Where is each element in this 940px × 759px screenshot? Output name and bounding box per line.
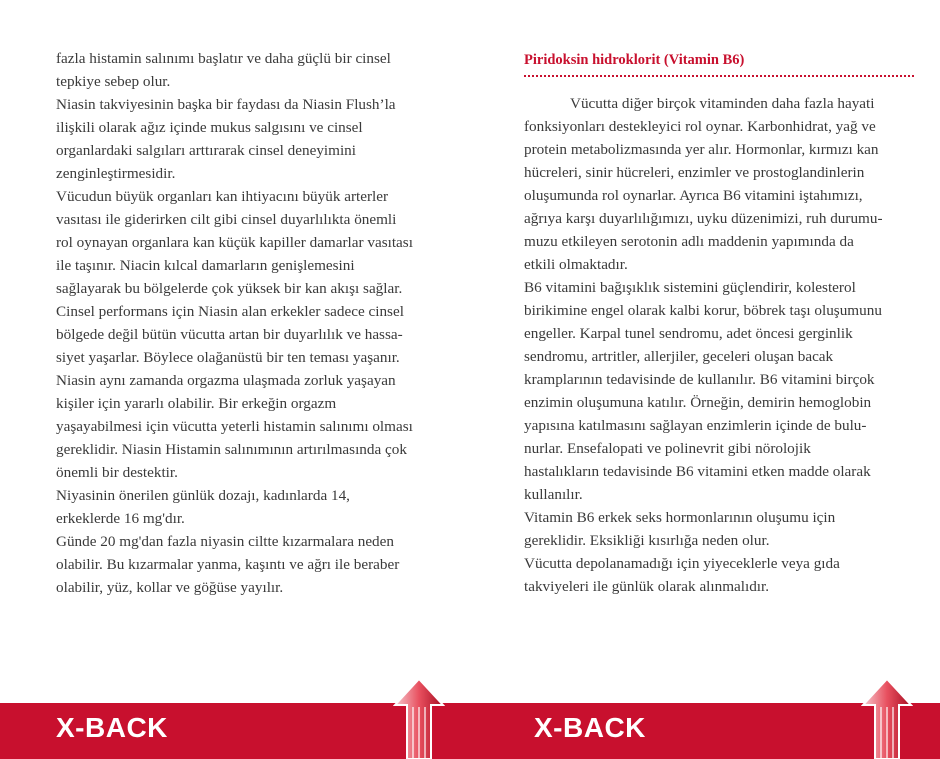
paragraph: Niasin takviyesinin başka bir faydası da Niasin Flush’la ilişkili olarak ağız içinde mukus salgısını ve cinsel organlardaki salgıları arttırarak cinsel deneyimini zenginleştirmesidir. [56, 96, 396, 182]
section-heading: Piridoksin hidroklorit (Vitamin B6) [524, 52, 745, 68]
right-page-text [524, 47, 894, 598]
up-arrow-icon [393, 677, 445, 759]
paragraph: Vücutta diğer birçok vitaminden daha fazla hayati fonksiyonları destekleyici rol oynar. Karbonhidrat, yağ ve protein metabolizmasında yer alır. Hormonlar, kırmızı kan hücreleri, sinir hücreleri, enzimler ve prostoglandinlerin oluşumunda rol oynarlar. Ayrıca B6 vitamini iştahımızı, ağrıya karşı duyarlılığımızı, uyku düzenimizi, ruh durumu- muzu etkileyen serotonin adlı maddenin yapımında da etkili olmaktadır. [524, 95, 883, 273]
paragraph: fazla histamin salınımı başlatır ve daha güçlü bir cinsel tepkiye sebep olur. [56, 50, 391, 90]
paragraph: Vücudun büyük organları kan ihtiyacını büyük arterler vasıtası ile giderirken cilt gibi cinsel duyarlılıkta önemli rol oynayan organlara kan küçük kapiller damarlar vasıtası ile taşınır. Niacin kılcal damarların genişlemesini sağlayarak bu bölgelerde çok yüksek bir kan akışı sağlar. [56, 188, 413, 297]
left-page-text [56, 47, 418, 599]
paragraph: Vücutta depolanamadığı için yiyeceklerle veya gıda takviyeleri ile günlük olarak alınmalıdır. [524, 555, 840, 595]
brand-logo-right: X-BACK [534, 712, 646, 743]
paragraph: Vitamin B6 erkek seks hormonlarının oluşumu için gereklidir. Eksikliği kısırlığa neden olur. [524, 509, 836, 549]
paragraph: B6 vitamini bağışıklık sistemini güçlendirir, kolesterol birikimine engel olarak kalbi korur, böbrek taşı oluşumunu engeller. Karpal tunel sendromu, adet öncesi gerginlik sendromu, artritler, allerjiler, geceleri oluşan bacak kramplarının tedavisinde de kullanılır. B6 vitamini birçok enzimin oluşumuna katılır. Örneğin, demirin hemoglobin yapısına katılmasını sağlayan enzimlerin içinde de bulu- nurlar. Ensefalopati ve polinevrit gibi nörolojik hastalıkların tedavisinde B6 vitamini etken madde olarak kullanılır. [524, 279, 882, 503]
paragraph: Niyasinin önerilen günlük dozajı, kadınlarda 14, erkeklerde 16 mg'dır. [56, 487, 350, 527]
paragraph: Cinsel performans için Niasin alan erkekler sadece cinsel bölgede değil bütün vücutta artan bir duyarlılık ve hassa- siyet yaşarlar. Böylece olağanüstü bir ten teması yaşanır. [56, 303, 404, 366]
brand-logo-left: X-BACK [56, 712, 168, 743]
up-arrow-icon [861, 677, 913, 759]
paragraph: Niasin aynı zamanda orgazma ulaşmada zorluk yaşayan kişiler için yararlı olabilir. Bir erkeğin orgazm yaşayabilmesi için vücutta yeterli histamin salınımı olması gereklidir. Niasin Histamin salınımının artırılmasında çok önemli bir destektir. [56, 372, 413, 481]
dotted-divider [524, 75, 914, 77]
paragraph: Günde 20 mg'dan fazla niyasin ciltte kızarmalara neden olabilir. Bu kızarmalar yanma, kaşıntı ve ağrı ile beraber olabilir, yüz, kollar ve göğüse yayılır. [56, 533, 400, 596]
